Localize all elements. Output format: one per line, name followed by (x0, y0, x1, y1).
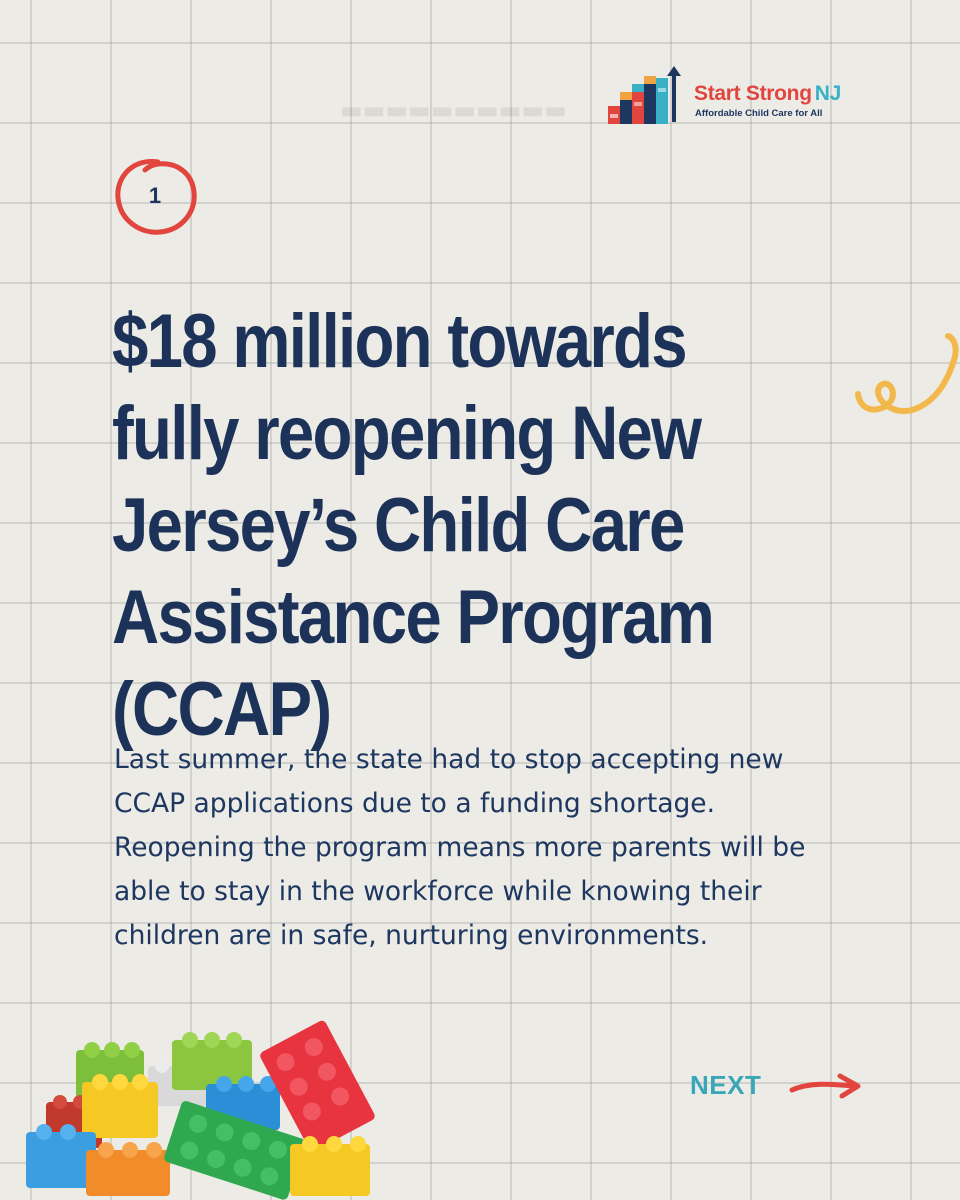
brand-name-main: Start Strong (694, 82, 812, 105)
step-number: 1 (148, 183, 162, 208)
brand-name (694, 82, 841, 106)
lego-brick (86, 1142, 170, 1196)
brand-name-accent: NJ (814, 82, 841, 105)
headline: $18 million towards fully reopening New Jersey’s Child Care Assistance Program (CCAP) (112, 299, 714, 752)
bar-chart-logo-icon (608, 66, 688, 126)
arrow-right-icon (788, 1072, 864, 1102)
step-badge (112, 152, 202, 240)
lego-brick (26, 1124, 96, 1188)
lego-brick (290, 1136, 370, 1196)
body-text: Last summer, the state had to stop accepting new CCAP applications due to a funding shortage. Reopening the program means more parents will be able to stay in the workforce while knowing their children are in safe, nurturing environments. (114, 744, 806, 951)
brand-logo (608, 66, 868, 130)
next-link[interactable] (690, 1064, 870, 1108)
squiggle-decoration-icon (850, 330, 960, 420)
lego-brick (82, 1074, 158, 1138)
lego-bricks-image (20, 1010, 380, 1200)
brand-tagline: Affordable Child Care for All (695, 108, 823, 119)
background-texture: ▬▬▬▬▬▬▬▬▬▬ (340, 96, 567, 124)
next-label: NEXT (690, 1070, 762, 1100)
